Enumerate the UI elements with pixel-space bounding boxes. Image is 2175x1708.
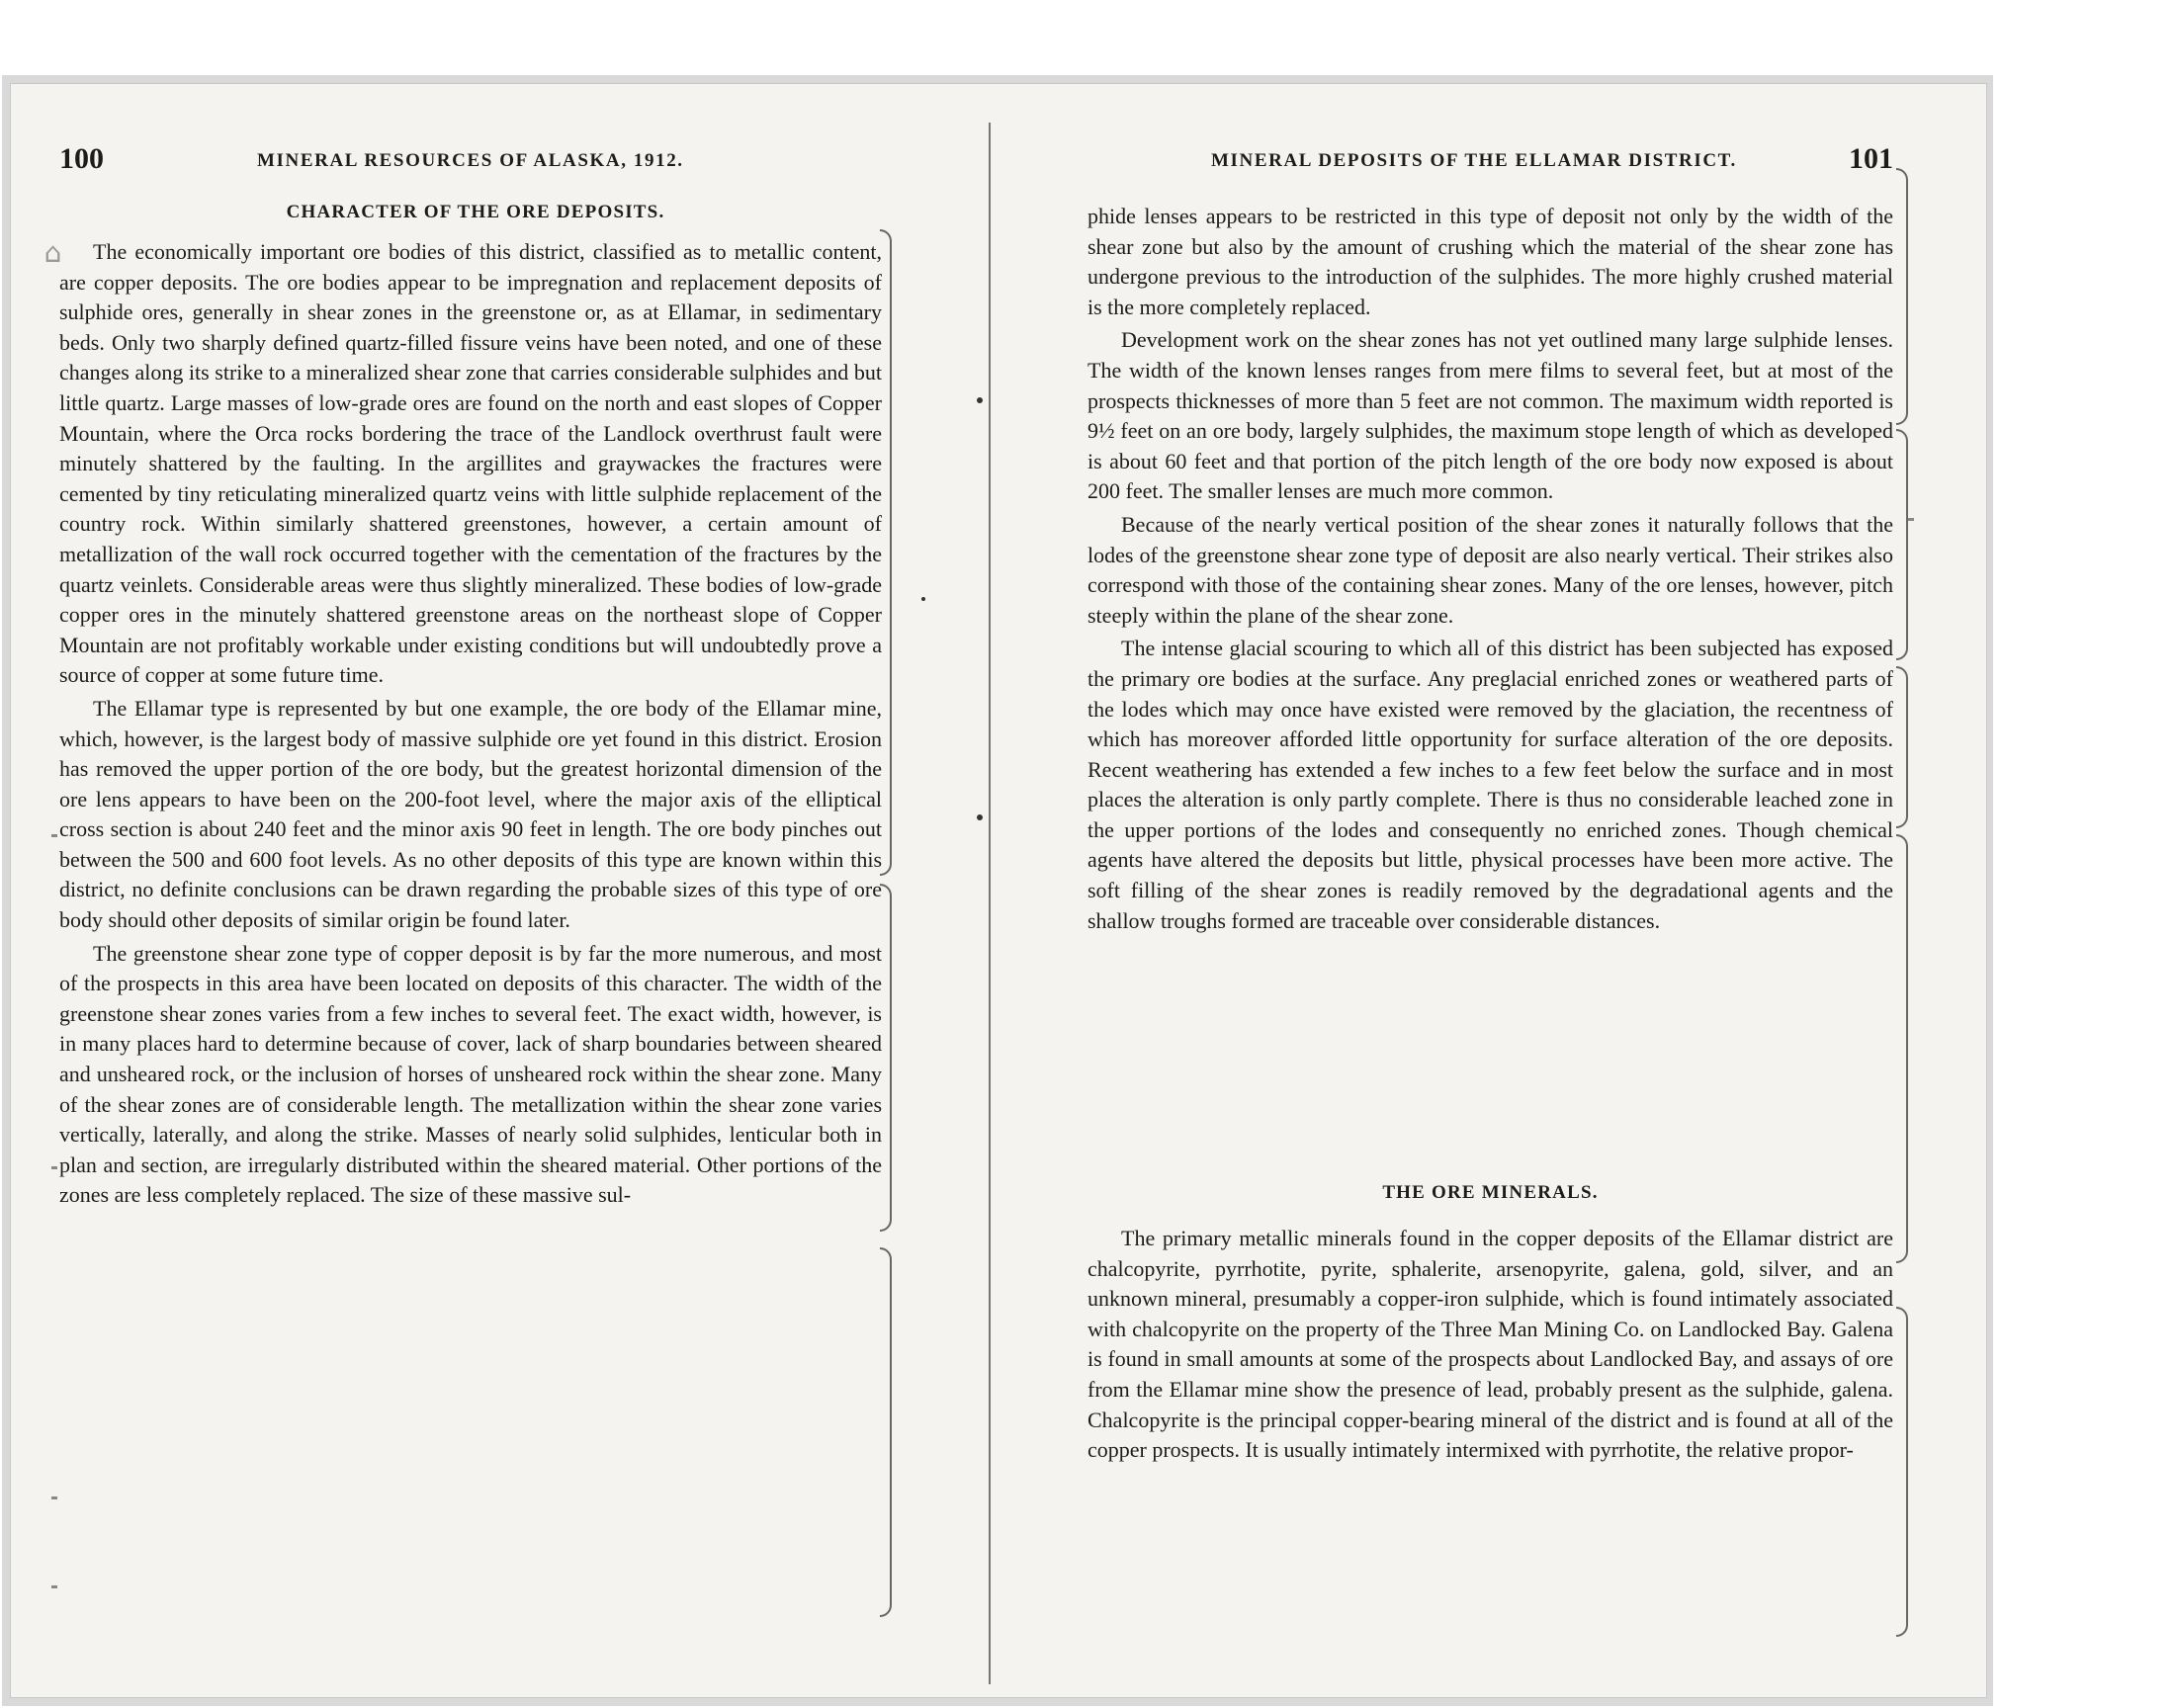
section-heading-ore-minerals: THE ORE MINERALS. xyxy=(1382,1182,1599,1203)
book-spread xyxy=(10,83,1987,1698)
margin-tick xyxy=(51,834,57,837)
margin-tick xyxy=(51,1585,57,1588)
paragraph: The intense glacial scouring to which all of this district has been subjected has exposed the primary ore bodies at the surface. Any preglacial enriched zones or weathered parts of the lodes which may once have existed were removed by the glaciation, the recentness of which has moreover afforded little opportunity for surface alteration of the ore deposits. Recent weathering has extended a few inches to a few feet below the surface and in most places the alteration is only partly complete. There is thus no considerable leached zone in the upper portions of the lodes and consequently no enriched zones. Though chemical agents have altered the deposits but little, physical processes have been more active. The soft filling of the shear zones is readily removed by the degradational agents and the shallow troughs formed are traceable over considerable distances. xyxy=(1088,636,1893,933)
right-page-number: 101 xyxy=(1849,142,1893,175)
scan-dot xyxy=(921,597,925,601)
right-text-column xyxy=(1088,202,1893,936)
left-running-title: MINERAL RESOURCES OF ALASKA, 1912. xyxy=(257,150,684,171)
margin-bracket xyxy=(1896,666,1908,828)
right-lower-text-column xyxy=(1088,1224,1893,1466)
paragraph: Development work on the shear zones has not yet outlined many large sulphide lenses. The width of the known lenses ranges from mere films to several feet, but at most of the prospects thicknesses of more than 5 feet are not common. The maximum width reported is 9½ feet on an ore body, largely sulphides, the maximum stope length of which as developed is about 60 feet and that portion of the pitch length of the ore body now exposed is about 200 feet. The smaller lenses are much more common. xyxy=(1088,327,1893,504)
margin-tick xyxy=(51,1166,57,1169)
paragraph: The primary metallic minerals found in the copper deposits of the Ellamar district are chalcopyrite, pyrrhotite, pyrite, sphalerite, arsenopyrite, galena, gold, silver, and an unknown mineral, presumably a copper-iron sulphide, which is found intimately associated with chalcopyrite on the property of the Three Man Mining Co. on Landlocked Bay. Galena is found in small amounts at some of the prospects about Landlocked Bay, and assays of ore from the Ellamar mine show the presence of lead, probably present as the sulphide, galena. Chalcopyrite is the principal copper-bearing mineral of the district and is found at all of the copper prospects. It is usually intimately intermixed with pyrrhotite, the relative propor- xyxy=(1088,1226,1893,1463)
paragraph: The economically important ore bodies of this district, classified as to metallic content, are copper deposits. The ore bodies appear to be impregnation and replacement deposits of sulphide ores, generally in shear zones in the greenstone or, as at Ellamar, in sedimentary beds. Only two sharply defined quartz-filled fissure veins have been noted, and one of these changes along its strike to a mineralized shear zone that carries considerable sulphides and but little quartz. Large masses of low-grade ores are found on the north and east slopes of Copper Mountain, where the Orca rocks bordering the trace of the Landlock overthrust fault were minutely shattered by the faulting. In the argillites and graywackes the fractures were cemented by tiny reticulating mineralized quartz veins with little sulphide replacement of the country rock. Within similarly shattered greenstones, however, a certain amount of metallization of the wall rock occurred together with the cementation of the fractures by the quartz veinlets. Considerable areas were thus slightly mineralized. These bodies of low-grade copper ores in the minutely shattered greenstone areas on the northeast slope of Copper Mountain are not profitably workable under existing conditions but will undoubtedly prove a source of copper at some future time. xyxy=(59,239,882,688)
scan-dot xyxy=(977,397,983,403)
margin-bracket xyxy=(1896,834,1908,1263)
library-stamp-mark: ⌂ xyxy=(37,236,69,269)
scan-dot xyxy=(977,814,983,820)
left-text-column xyxy=(59,237,882,1211)
page-gutter xyxy=(989,123,991,1684)
margin-bracket xyxy=(880,884,892,1232)
paragraph: The Ellamar type is represented by but one example, the ore body of the Ellamar mine, which, however, is the largest body of massive sulphide ore yet found in this district. Erosion has removed the upper portion of the ore body, but the greatest horizontal dimension of the ore lens appears to have been on the 200-foot level, where the major axis of the elliptical cross section is about 240 feet and the minor axis 90 feet in length. The ore body pinches out between the 500 and 600 foot levels. As no other deposits of this type are known within this district, no definite conclusions can be drawn regarding the probable sizes of this type of ore body should other deposits of similar origin be found later. xyxy=(59,695,882,933)
margin-bracket xyxy=(1896,1307,1908,1637)
margin-tick xyxy=(1908,518,1914,521)
right-running-head xyxy=(1088,142,1893,182)
margin-bracket xyxy=(880,1247,892,1617)
continued-paragraph: phide lenses appears to be restricted in this type of deposit not only by the width of the shear zone but also by the amount of crushing which the material of the shear zone has undergone previous to the introduction of the sulphides. The more highly crushed material is the more completely replaced. xyxy=(1088,204,1893,319)
left-page-number: 100 xyxy=(59,142,104,175)
margin-bracket xyxy=(1896,429,1908,660)
left-running-head xyxy=(59,142,882,182)
right-running-title: MINERAL DEPOSITS OF THE ELLAMAR DISTRICT. xyxy=(1211,150,1737,171)
margin-tick xyxy=(51,1496,57,1499)
margin-bracket xyxy=(1896,168,1908,425)
section-heading-character: CHARACTER OF THE ORE DEPOSITS. xyxy=(286,202,665,222)
margin-bracket xyxy=(880,229,892,876)
paragraph: The greenstone shear zone type of copper deposit is by far the more numerous, and most of the prospects in this area have been located on deposits of this character. The width of the greenstone shear zones varies from a few inches to several feet. The exact width, however, is in many places hard to determine because of cover, lack of sharp boundaries between sheared and unsheared rock, or the inclusion of horses of unsheared rock within the shear zone. Many of the shear zones are of considerable length. The metallization within the shear zone varies vertically, laterally, and along the strike. Masses of nearly solid sulphides, lenticular both in plan and section, are irregularly distributed within the sheared material. Other portions of the zones are less completely replaced. The size of these massive sul- xyxy=(59,940,882,1208)
paragraph: Because of the nearly vertical position of the shear zones it naturally follows that the lodes of the greenstone shear zone type of deposit are also nearly vertical. Their strikes also correspond with those of the containing shear zones. Many of the ore lenses, however, pitch steeply within the plane of the shear zone. xyxy=(1088,511,1893,628)
